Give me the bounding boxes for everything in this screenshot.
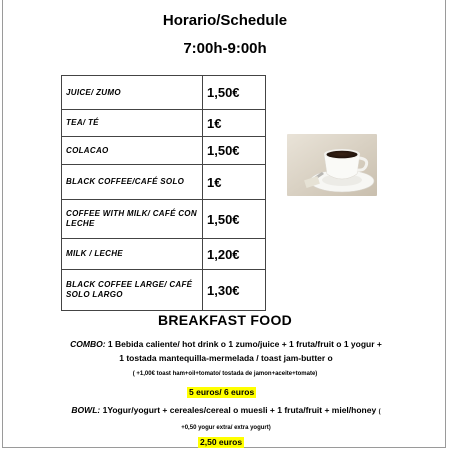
combo-description bbox=[70, 337, 382, 365]
table-row bbox=[62, 165, 266, 200]
bowl-price-badge: 2,50 euros bbox=[200, 437, 243, 447]
table-row bbox=[62, 110, 266, 137]
table-row bbox=[62, 137, 266, 165]
drinks-price-table bbox=[61, 75, 266, 311]
drink-name: JUICE/ ZUMO bbox=[62, 76, 203, 110]
coffee-cup-photo bbox=[287, 134, 377, 196]
combo-price-badge: 5 euros/ 6 euros bbox=[189, 387, 255, 397]
drink-name: BLACK COFFEE LARGE/ CAFÉ SOLO LARGO bbox=[62, 270, 203, 311]
combo-text: 1 Bebida caliente/ hot drink o 1 zumo/juice + 1 fruta/fruit o 1 yogur + 1 tostada mantequilla-mermelada / toast jam-butter o bbox=[107, 339, 382, 363]
combo-extra: ( +1,00€ toast ham+oil+tomato/ tostada de jamon+aceite+tomate) bbox=[132, 371, 318, 377]
drink-price: 1,30€ bbox=[203, 270, 266, 311]
drink-name: COLACAO bbox=[62, 137, 203, 165]
drink-price: 1,50€ bbox=[203, 76, 266, 110]
bowl-description bbox=[70, 403, 382, 435]
drink-name: MILK / LECHE bbox=[62, 239, 203, 270]
table-row bbox=[62, 270, 266, 311]
drink-name: BLACK COFFEE/CAFÉ SOLO bbox=[62, 165, 203, 200]
drink-price: 1,50€ bbox=[203, 200, 266, 239]
schedule-title: Horario/Schedule bbox=[162, 12, 288, 29]
table-row bbox=[62, 200, 266, 239]
combo-label: COMBO: bbox=[70, 339, 106, 349]
drink-price: 1€ bbox=[203, 165, 266, 200]
drink-name: COFFEE WITH MILK/ CAFÉ CON LECHE bbox=[62, 200, 203, 239]
schedule-hours: 7:00h-9:00h bbox=[183, 40, 267, 57]
drink-name: TEA/ TÉ bbox=[62, 110, 203, 137]
breakfast-food-title: BREAKFAST FOOD bbox=[157, 312, 293, 328]
bowl-text: 1Yogur/yogurt + cereales/cereal o muesli + 1 fruta/fruit + miel/honey bbox=[102, 405, 377, 415]
bowl-extra: ( +0,50 yogur extra/ extra yogurt) bbox=[181, 409, 381, 431]
bowl-label: BOWL: bbox=[71, 405, 101, 415]
drink-price: 1,50€ bbox=[203, 137, 266, 165]
drink-price: 1,20€ bbox=[203, 239, 266, 270]
table-row bbox=[62, 239, 266, 270]
drink-price: 1€ bbox=[203, 110, 266, 137]
table-row bbox=[62, 76, 266, 110]
